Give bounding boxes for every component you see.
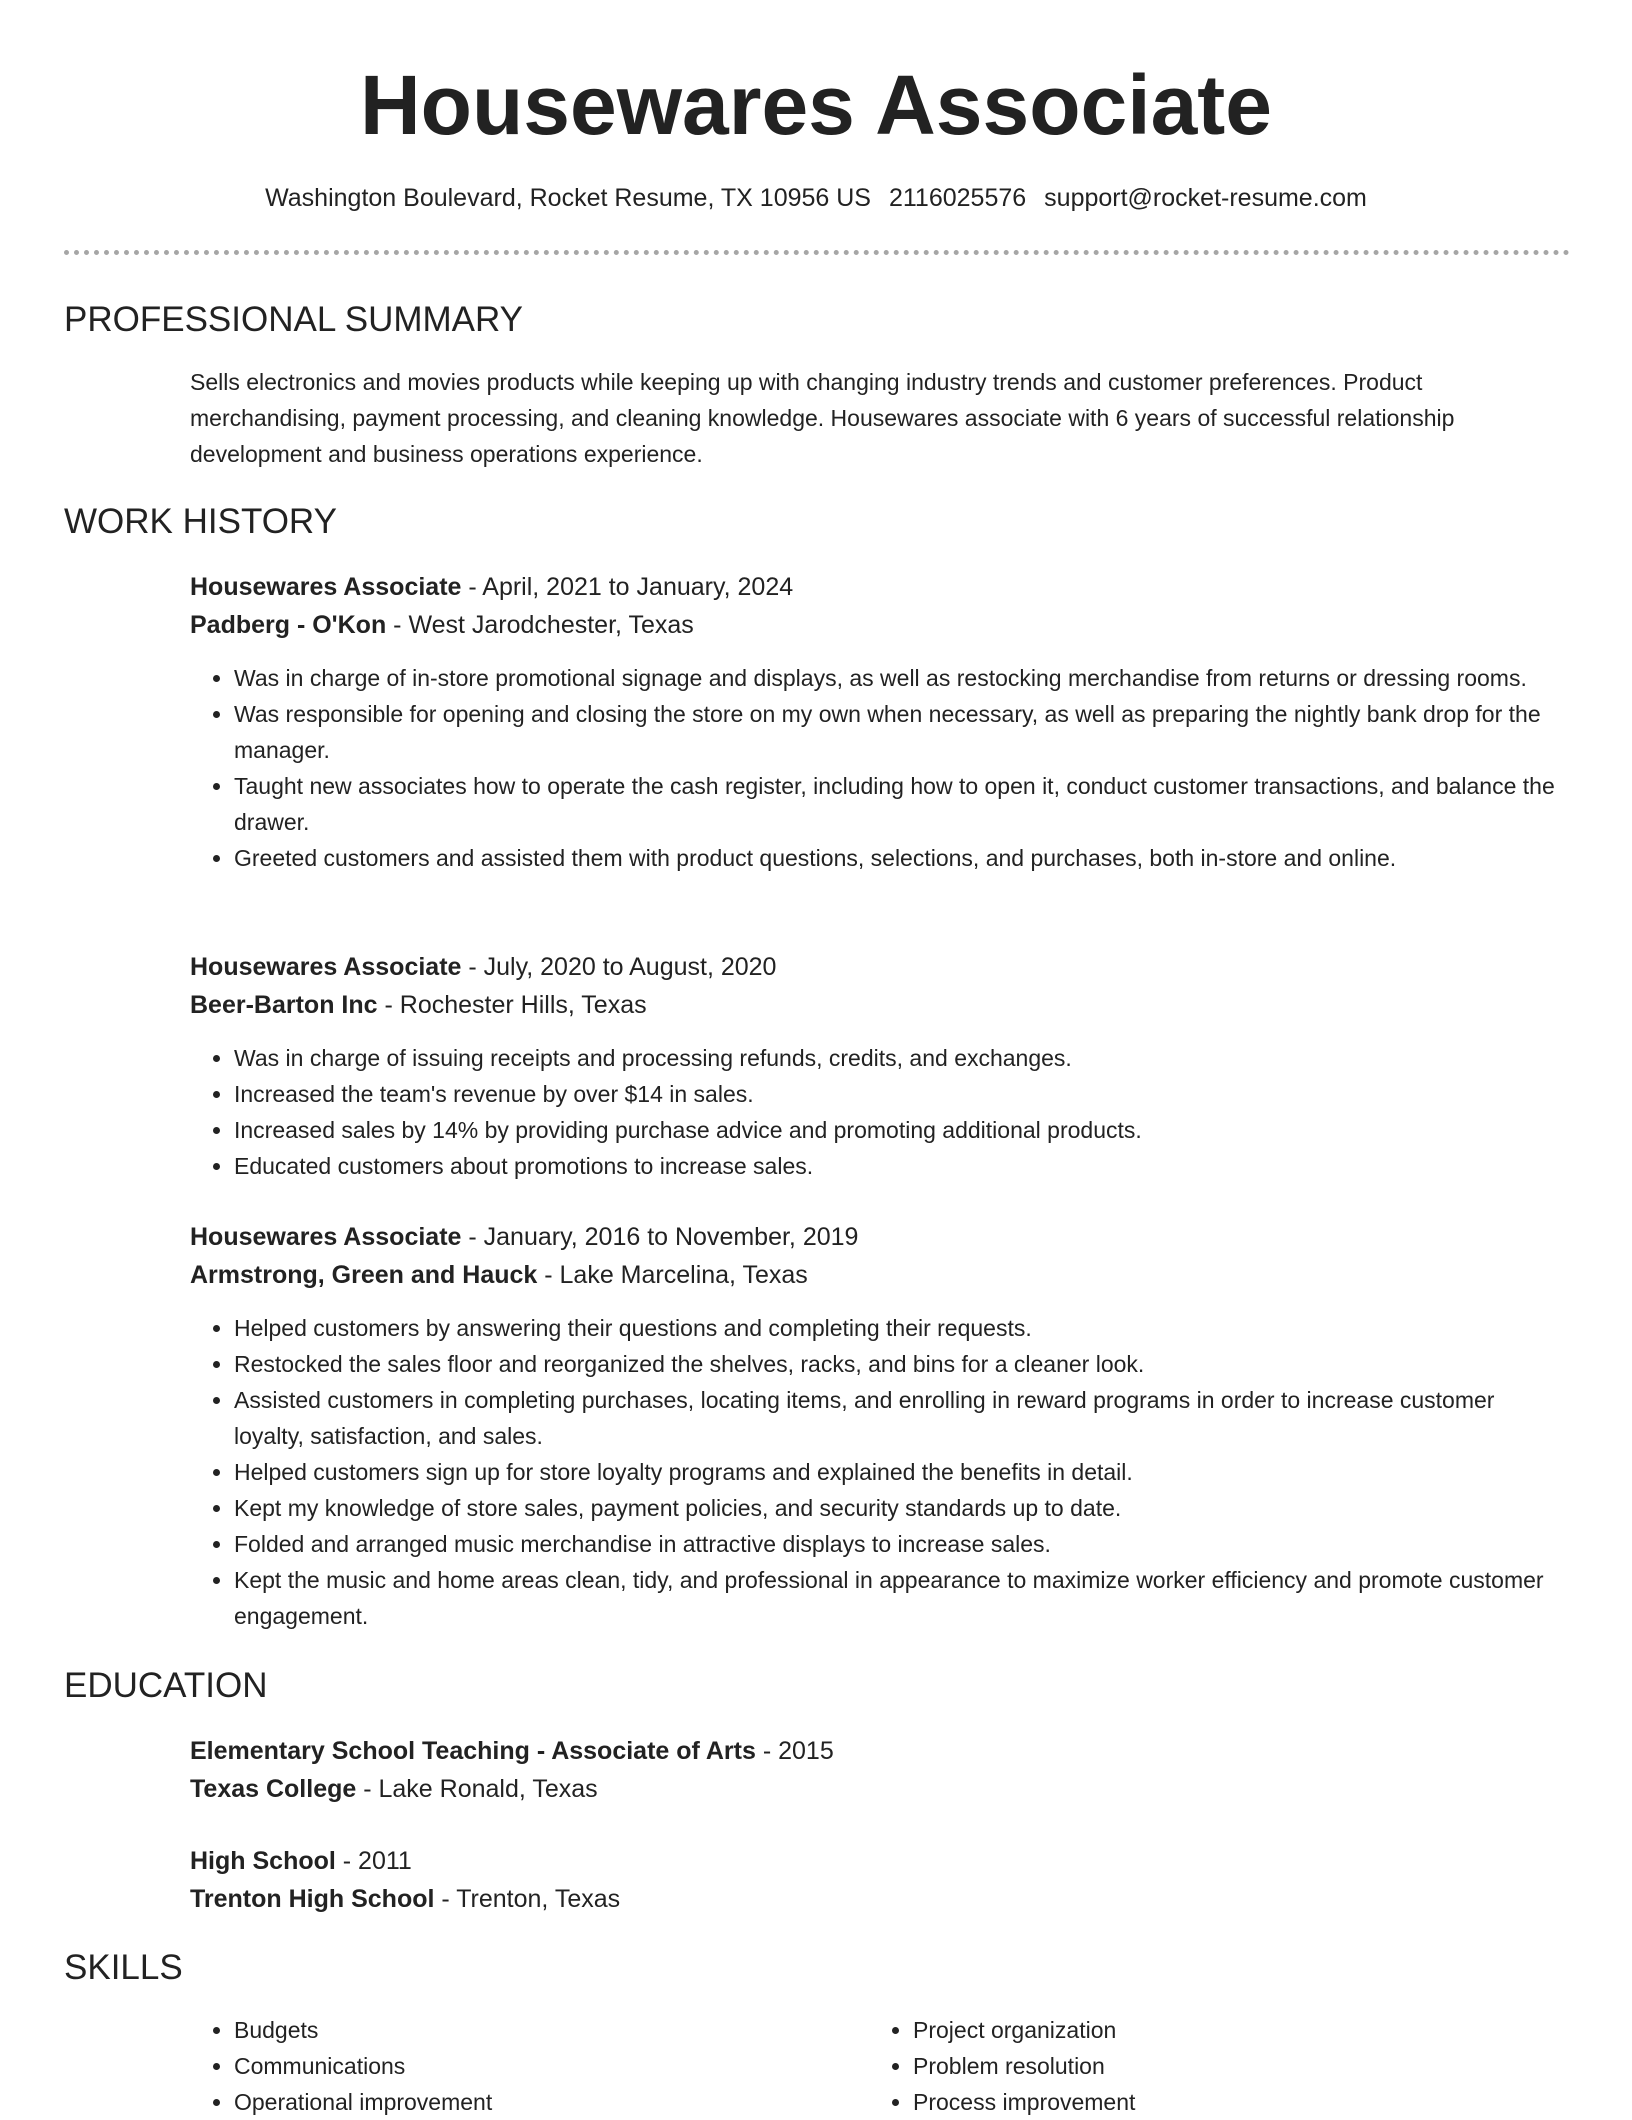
job-title: Housewares Associate — [190, 573, 462, 601]
education-degree-line — [190, 1732, 1570, 1770]
job-title-line — [190, 568, 1570, 606]
job-bullet: • Kept my knowledge of store sales, payment policies, and security standards up to date. — [234, 1490, 1570, 1526]
job-bullet: • Increased the team's revenue by over $14 in sales. — [234, 1076, 1570, 1112]
section-title-summary: PROFESSIONAL SUMMARY — [64, 300, 523, 339]
skill-item: • Problem resolution — [913, 2048, 1469, 2084]
job-company-line — [190, 986, 1570, 1024]
education-degree: High School — [190, 1847, 336, 1875]
job-location: - Rochester Hills, Texas — [377, 991, 647, 1019]
job-title: Housewares Associate — [190, 1223, 462, 1251]
skill-item: • Process improvement — [913, 2084, 1469, 2120]
education-entry — [190, 1842, 1570, 1918]
job-entry — [190, 948, 1570, 1184]
job-bullet: • Kept the music and home areas clean, tidy, and professional in appearance to maximize worker efficiency and promote customer engagement. — [234, 1562, 1570, 1634]
job-title: Housewares Associate — [190, 953, 462, 981]
contact-email: support@rocket-resume.com — [1044, 184, 1367, 212]
job-bullet: • Greeted customers and assisted them with product questions, selections, and purchases, both in-store and online. — [234, 840, 1570, 876]
job-entry — [190, 568, 1570, 876]
contact-address: Washington Boulevard, Rocket Resume, TX 10956 US — [265, 184, 871, 212]
education-degree-line — [190, 1842, 1570, 1880]
job-bullet: • Was responsible for opening and closing the store on my own when necessary, as well as preparing the nightly bank drop for the manager. — [234, 696, 1570, 768]
job-company: Beer-Barton Inc — [190, 991, 378, 1019]
contact-line — [0, 180, 1632, 216]
skill-item: • Project organization — [913, 2012, 1469, 2048]
section-title-skills: SKILLS — [64, 1948, 183, 1987]
job-bullet: • Helped customers by answering their questions and completing their requests. — [234, 1310, 1570, 1346]
summary-text: Sells electronics and movies products while keeping up with changing industry trends and customer preferences. Product merchandising, payment processing, and cleaning knowledge. Housewares associate with 6 years of successful relationship development and business operations experience. — [190, 369, 1455, 467]
job-bullet: • Folded and arranged music merchandise in attractive displays to increase sales. — [234, 1526, 1570, 1562]
skills-column-right — [869, 2012, 1469, 2120]
job-bullets — [190, 1040, 1570, 1184]
job-company-line — [190, 1256, 1570, 1294]
section-title-work-history: WORK HISTORY — [64, 502, 337, 541]
job-bullets — [190, 1310, 1570, 1634]
section-title-education: EDUCATION — [64, 1666, 268, 1705]
contact-phone: 2116025576 — [888, 184, 1027, 212]
job-bullet: • Restocked the sales floor and reorganized the shelves, racks, and bins for a cleaner look. — [234, 1346, 1570, 1382]
education-location: - Lake Ronald, Texas — [356, 1775, 598, 1803]
skills-column-left — [190, 2012, 790, 2120]
education-school: Texas College — [190, 1775, 357, 1803]
skill-item: • Communications — [234, 2048, 790, 2084]
job-title-line — [190, 1218, 1570, 1256]
job-dates: - January, 2016 to November, 2019 — [461, 1223, 859, 1251]
header-divider — [64, 250, 1570, 255]
education-year: - 2015 — [755, 1737, 834, 1765]
job-entry — [190, 1218, 1570, 1634]
job-bullet: • Increased sales by 14% by providing purchase advice and promoting additional products. — [234, 1112, 1570, 1148]
education-location: - Trenton, Texas — [434, 1885, 621, 1913]
job-title-line — [190, 948, 1570, 986]
education-school-line — [190, 1880, 1570, 1918]
job-bullet: • Assisted customers in completing purchases, locating items, and enrolling in reward programs in order to increase customer loyalty, satisfaction, and sales. — [234, 1382, 1570, 1454]
job-bullet: • Was in charge of in-store promotional signage and displays, as well as restocking merchandise from returns or dressing rooms. — [234, 660, 1570, 696]
job-dates: - April, 2021 to January, 2024 — [461, 573, 794, 601]
job-bullets — [190, 660, 1570, 876]
education-school-line — [190, 1770, 1570, 1808]
education-school: Trenton High School — [190, 1885, 435, 1913]
job-company: Padberg - O'Kon — [190, 611, 387, 639]
job-bullet: • Was in charge of issuing receipts and processing refunds, credits, and exchanges. — [234, 1040, 1570, 1076]
job-company-line — [190, 606, 1570, 644]
skill-item: • Operational improvement — [234, 2084, 790, 2120]
job-company: Armstrong, Green and Hauck — [190, 1261, 538, 1289]
skill-item: • Budgets — [234, 2012, 790, 2048]
job-bullet: • Taught new associates how to operate the cash register, including how to open it, conduct customer transactions, and balance the drawer. — [234, 768, 1570, 840]
job-bullet: • Educated customers about promotions to increase sales. — [234, 1148, 1570, 1184]
education-year: - 2011 — [335, 1847, 412, 1875]
job-bullet: • Helped customers sign up for store loyalty programs and explained the benefits in detail. — [234, 1454, 1570, 1490]
education-entry — [190, 1732, 1570, 1808]
resume-name: Housewares Associate — [360, 58, 1272, 152]
job-dates: - July, 2020 to August, 2020 — [461, 953, 777, 981]
job-location: - West Jarodchester, Texas — [386, 611, 694, 639]
education-degree: Elementary School Teaching - Associate of Arts — [190, 1737, 756, 1765]
summary-block — [190, 364, 1570, 472]
job-location: - Lake Marcelina, Texas — [537, 1261, 808, 1289]
